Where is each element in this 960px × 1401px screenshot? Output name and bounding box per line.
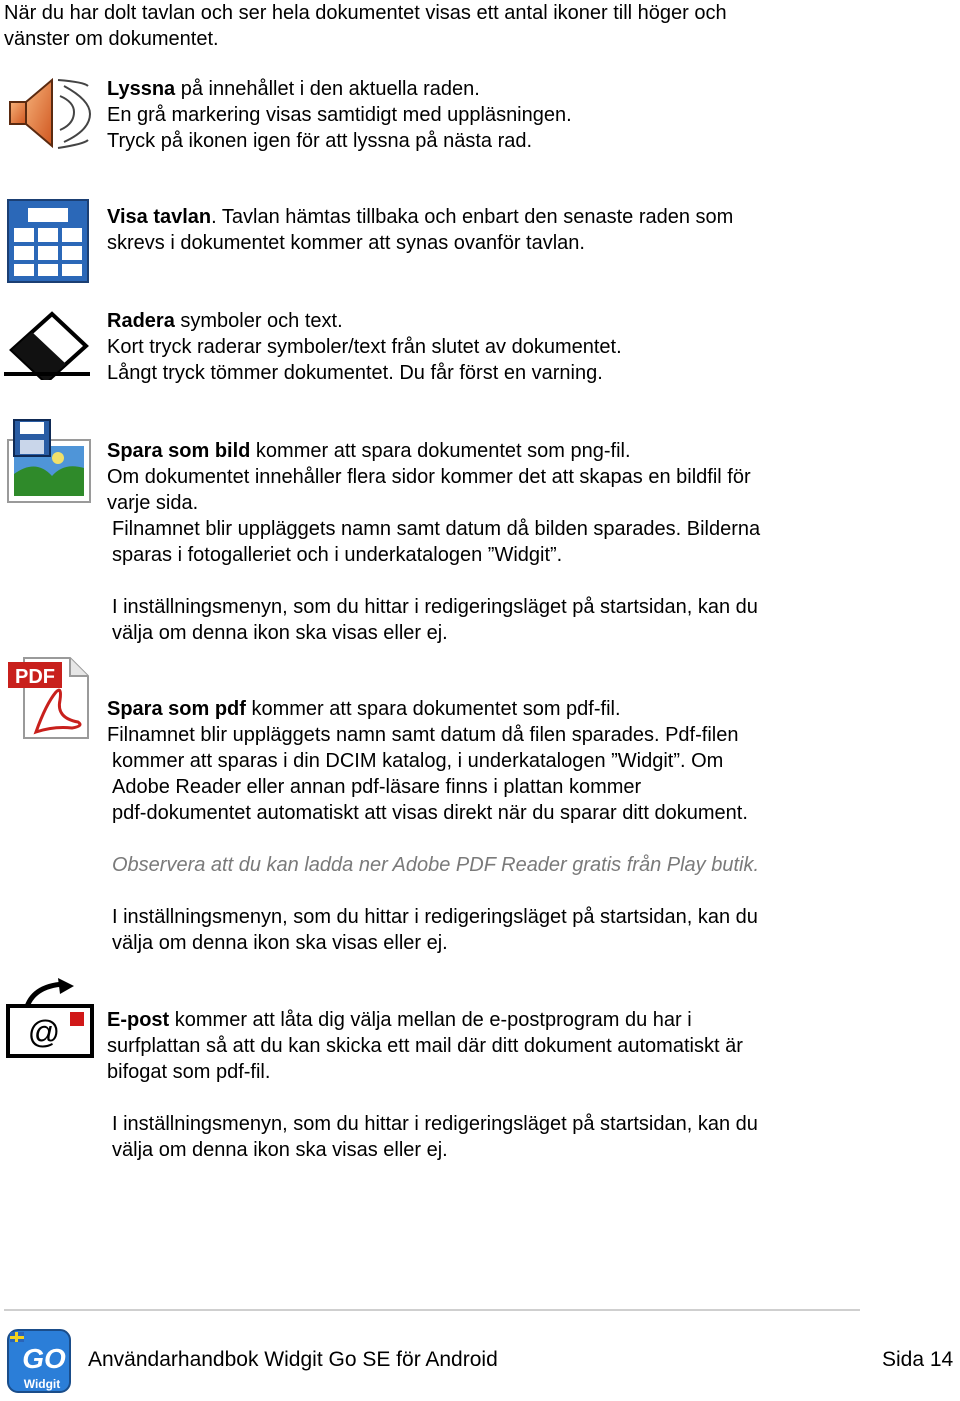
save-image-line-1: [107, 438, 631, 464]
save-pdf-line-2: Filnamnet blir uppläggets namn samt datum då filen sparades. Pdf-filen: [107, 724, 739, 746]
email-settings-1: I inställningsmenyn, som du hittar i redigeringsläget på startsidan, kan du: [112, 1113, 758, 1135]
logo-go-text: GO: [22, 1343, 66, 1374]
email-rest: kommer att låta dig välja mellan de e-postprogram du har i: [169, 1009, 692, 1031]
erase-line-2: Kort tryck raderar symboler/text från slutet av dokumentet.: [107, 336, 622, 358]
pdf-icon-label: PDF: [15, 666, 55, 688]
save-image-bold: Spara som bild: [107, 440, 251, 462]
email-line-3: bifogat som pdf-fil.: [107, 1061, 271, 1083]
show-board-line-2: skrevs i dokumentet kommer att synas ovanför tavlan.: [107, 232, 585, 254]
save-pdf-line-3: kommer att sparas i din DCIM katalog, i underkatalogen ”Widgit”. Om: [112, 750, 724, 772]
show-board-bold: Visa tavlan: [107, 206, 212, 228]
logo-brand-text: Widgit: [23, 1377, 61, 1391]
footer-divider: [4, 1309, 860, 1311]
email-line-1: [107, 1007, 692, 1033]
show-board-rest: . Tavlan hämtas tillbaka och enbart den senaste raden som: [211, 206, 734, 228]
save-pdf-rest: kommer att spara dokumentet som pdf-fil.: [245, 698, 621, 720]
save-image-settings-2: välja om denna ikon ska visas eller ej.: [112, 622, 448, 644]
email-bold: E-post: [107, 1009, 170, 1031]
widgit-go-logo: [6, 1328, 72, 1394]
listen-bold: Lyssna: [107, 78, 176, 100]
save-image-line-4: Filnamnet blir uppläggets namn samt datum då bilden sparades. Bilderna: [112, 518, 761, 540]
save-pdf-line-4: Adobe Reader eller annan pdf-läsare finns i plattan kommer: [112, 776, 642, 798]
erase-line-3: Långt tryck tömmer dokumentet. Du får först en varning.: [107, 362, 603, 384]
save-pdf-bold: Spara som pdf: [107, 698, 246, 720]
page-number: Sida 14: [882, 1348, 954, 1371]
email-icon-label: @: [27, 1014, 61, 1050]
email-settings-2: välja om denna ikon ska visas eller ej.: [112, 1139, 448, 1161]
save-image-line-5: sparas i fotogalleriet och i underkatalogen ”Widgit”.: [112, 544, 563, 566]
erase-rest: symboler och text.: [174, 310, 343, 332]
save-image-rest: kommer att spara dokumentet som png-fil.: [250, 440, 631, 462]
eraser-icon: [4, 308, 92, 380]
email-line-2: surfplattan så att du kan skicka ett mail där ditt dokument automatiskt är: [107, 1035, 743, 1057]
footer-title: Användarhandbok Widgit Go SE för Android: [88, 1348, 498, 1371]
intro-line-1: När du har dolt tavlan och ser hela dokumentet visas ett antal ikoner till höger och: [4, 2, 727, 24]
save-pdf-line-1: [107, 696, 621, 722]
save-pdf-settings-2: välja om denna ikon ska visas eller ej.: [112, 932, 448, 954]
erase-line-1: [107, 308, 343, 334]
speaker-icon: [4, 72, 94, 154]
save-image-icon: [6, 418, 92, 504]
keyboard-board-icon: [6, 198, 90, 284]
save-image-settings-1: I inställningsmenyn, som du hittar i redigeringsläget på startsidan, kan du: [112, 596, 758, 618]
listen-rest: på innehållet i den aktuella raden.: [175, 78, 480, 100]
save-pdf-line-5: pdf-dokumentet automatiskt att visas direkt när du sparar ditt dokument.: [112, 802, 748, 824]
save-pdf-note: Observera att du kan ladda ner Adobe PDF Reader gratis från Play butik.: [112, 854, 760, 876]
show-board-line-1: [107, 204, 733, 230]
email-icon: [6, 978, 94, 1058]
save-image-line-3: varje sida.: [107, 492, 199, 514]
save-pdf-settings-1: I inställningsmenyn, som du hittar i redigeringsläget på startsidan, kan du: [112, 906, 758, 928]
listen-line-3: Tryck på ikonen igen för att lyssna på nästa rad.: [107, 130, 533, 152]
erase-bold: Radera: [107, 310, 175, 332]
save-image-line-2: Om dokumentet innehåller flera sidor kommer det att skapas en bildfil för: [107, 466, 751, 488]
intro-line-2: vänster om dokumentet.: [4, 28, 219, 50]
listen-line-2: En grå markering visas samtidigt med uppläsningen.: [107, 104, 572, 126]
pdf-icon: [6, 656, 90, 740]
listen-line-1: [107, 76, 480, 102]
